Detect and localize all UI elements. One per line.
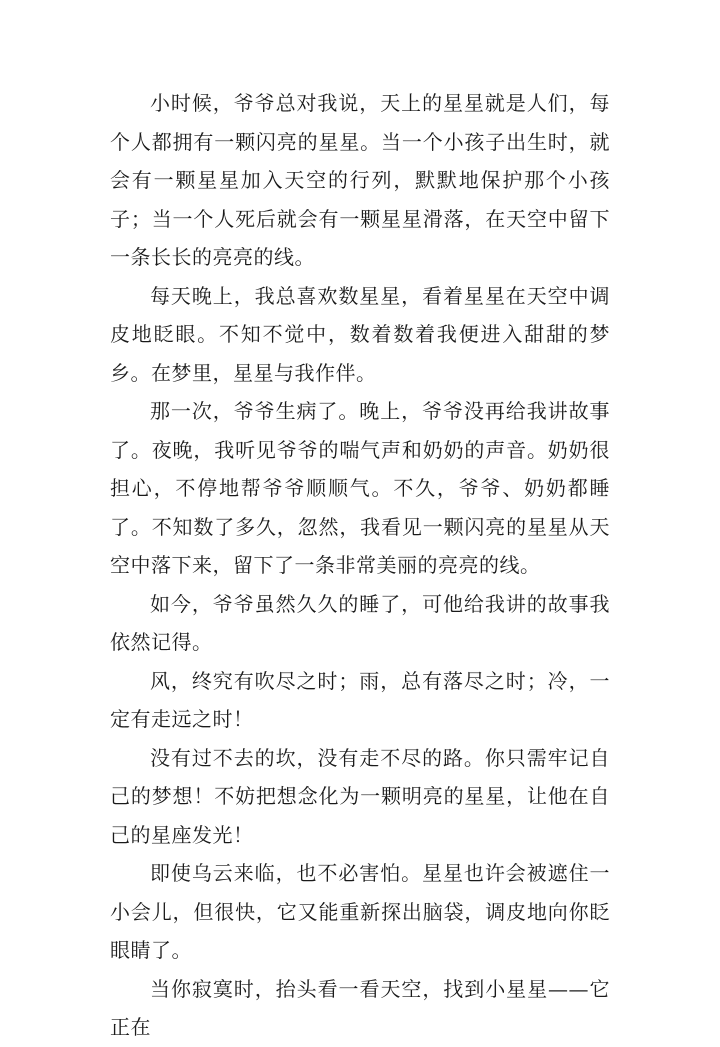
paragraph: 风，终究有吹尽之时；雨，总有落尽之时；冷，一定有走远之时！ bbox=[110, 668, 610, 731]
paragraph: 没有过不去的坎，没有走不尽的路。你只需牢记自己的梦想！不妨把想念化为一颗明亮的星星，让他在自己的星座发光！ bbox=[110, 745, 610, 847]
article-body bbox=[110, 84, 610, 1047]
paragraph: 小时候，爷爷总对我说，天上的星星就是人们，每个人都拥有一颗闪亮的星星。当一个小孩子出生时，就会有一颗星星加入天空的行列，默默地保护那个小孩子；当一个人死后就会有一颗星星滑落，在天空中留下一条长长的亮亮的线。 bbox=[110, 91, 610, 269]
paragraph: 当你寂寞时，抬头看一看天空，找到小星星——它正在 bbox=[110, 976, 610, 1039]
paragraph: 即使乌云来临，也不必害怕。星星也许会被遮住一小会儿，但很快，它又能重新探出脑袋，调皮地向你眨眼睛了。 bbox=[110, 861, 610, 962]
paragraph: 如今，爷爷虽然久久的睡了，可他给我讲的故事我依然记得。 bbox=[110, 591, 610, 654]
paragraph: 每天晚上，我总喜欢数星星，看着星星在天空中调皮地眨眼。不知不觉中，数着数着我便进入甜甜的梦乡。在梦里，星星与我作伴。 bbox=[110, 283, 610, 385]
paragraph: 那一次，爷爷生病了。晚上，爷爷没再给我讲故事了。夜晚，我听见爷爷的喘气声和奶奶的声音。奶奶很担心，不停地帮爷爷顺顺气。不久，爷爷、奶奶都睡了。不知数了多久，忽然，我看见一颗闪亮的星星从天空中落下来，留下了一条非常美丽的亮亮的线。 bbox=[110, 399, 610, 577]
